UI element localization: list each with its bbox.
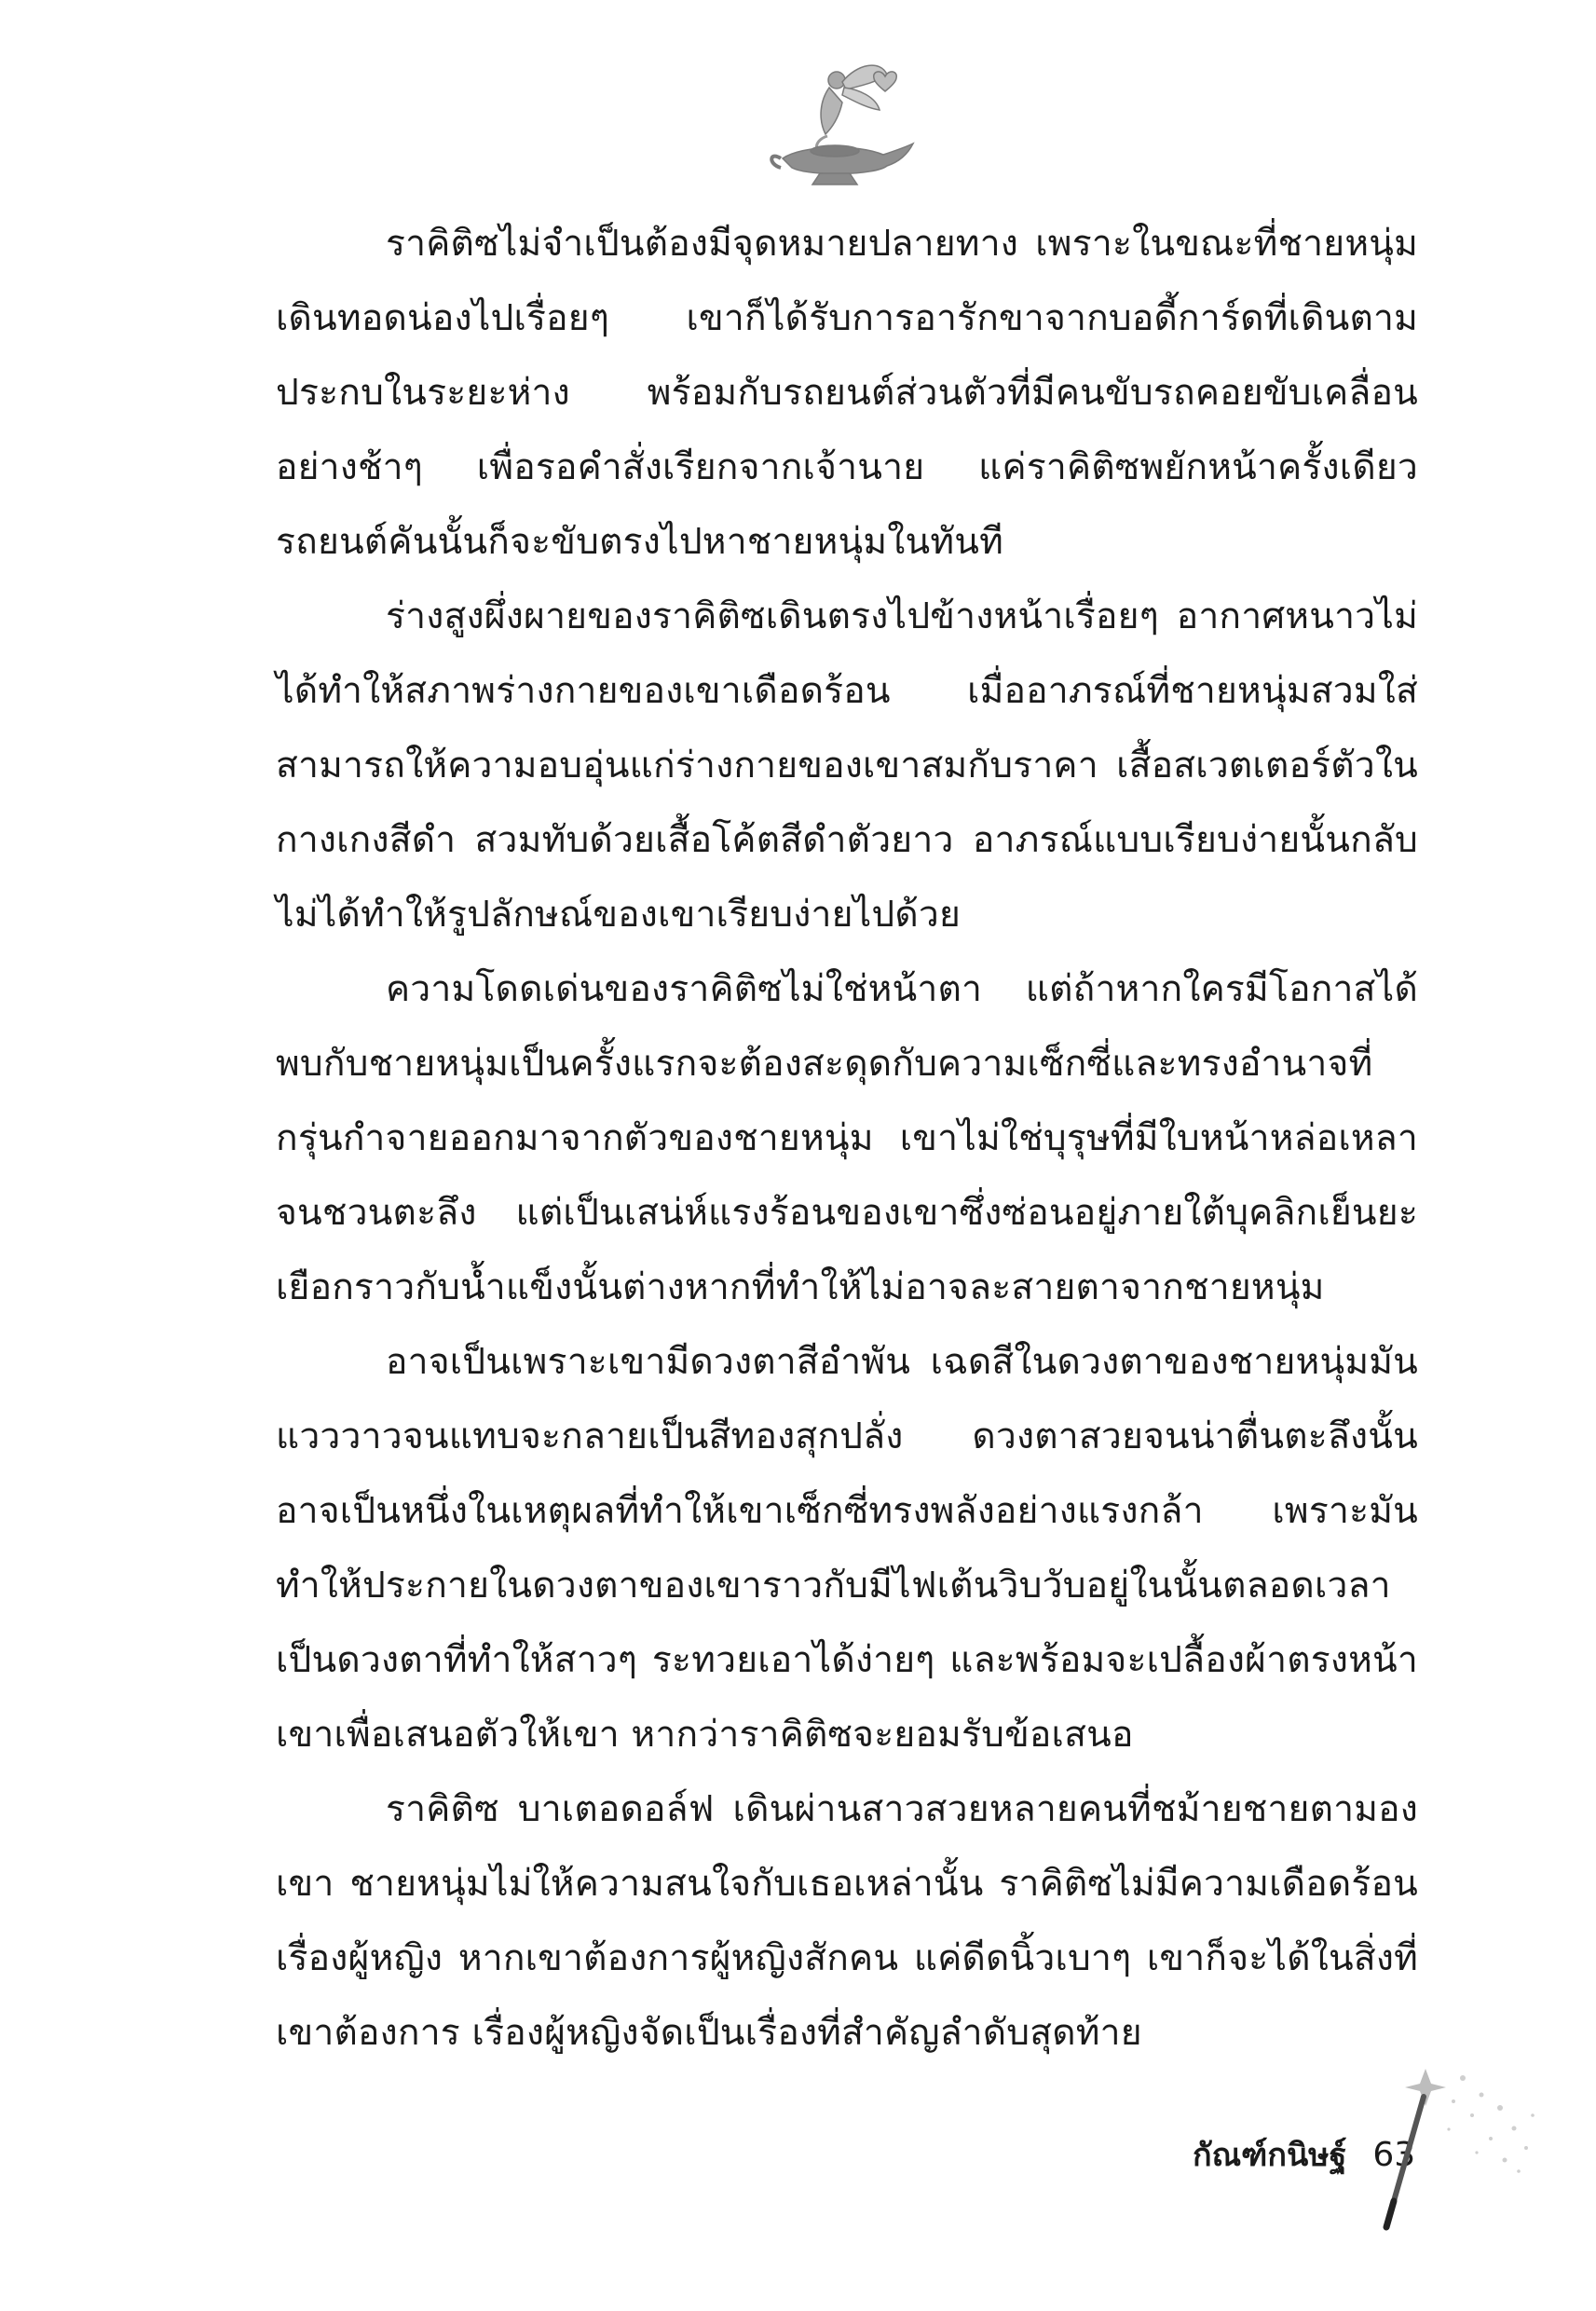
body-text (276, 207, 1418, 2071)
magic-wand-icon (1360, 2050, 1547, 2236)
book-title: กัณฑ์กนิษฐ์ (1193, 2137, 1347, 2174)
page-number: 63 (1372, 2136, 1416, 2174)
paragraph: ราคิติซ บาเตอดอล์ฟ เดินผ่านสาวสวยหลายคนที่ชม้ายชายตามองเขา ชายหนุ่มไม่ให้ความสนใจกับเธอเหล่านั้น ราคิติซไม่มีความเดือดร้อนเรื่องผู้หญิง หากเขาต้องการผู้หญิงสักคน แค่ดีดนิ้วเบาๆ เขาก็จะได้ในสิ่งที่เขาต้องการ เรื่องผู้หญิงจัดเป็นเรื่องที่สำคัญลำดับสุดท้าย (276, 1788, 1418, 2054)
paragraph: อาจเป็นเพราะเขามีดวงตาสีอำพัน เฉดสีในดวงตาของชายหนุ่มมันแวววาวจนแทบจะกลายเป็นสีทองสุกปลั่ง ดวงตาสวยจนน่าตื่นตะลึงนั้นอาจเป็นหนึ่งในเหตุผลที่ทำให้เขาเซ็กซี่ทรงพลังอย่างแรงกล้า เพราะมันทำให้ประกายในดวงตาของเขาราวกับมีไฟเต้นวิบวับอยู่ในนั้นตลอดเวลา เป็นดวงตาที่ทำให้สาวๆ ระทวยเอาได้ง่ายๆ และพร้อมจะเปลื้องผ้าตรงหน้าเขาเพื่อเสนอตัวให้เขา หากว่าราคิติซจะยอมรับข้อเสนอ (276, 1341, 1418, 1756)
paragraph: ความโดดเด่นของราคิติซไม่ใช่หน้าตา แต่ถ้าหากใครมีโอกาสได้พบกับชายหนุ่มเป็นครั้งแรกจะต้องสะดุดกับความเซ็กซี่และทรงอำนาจที่กรุ่นกำจายออกมาจากตัวของชายหนุ่ม เขาไม่ใช่บุรุษที่มีใบหน้าหล่อเหลาจนชวนตะลึง แต่เป็นเสน่ห์แรงร้อนของเขาซึ่งซ่อนอยู่ภายใต้บุคลิกเย็นยะเยือกราวกับน้ำแข็งนั้นต่างหากที่ทำให้ไม่อาจละสายตาจากชายหนุ่ม (276, 968, 1418, 1308)
genie-lamp-fairy-icon (764, 54, 922, 194)
paragraph: ราคิติซไม่จำเป็นต้องมีจุดหมายปลายทาง เพราะในขณะที่ชายหนุ่มเดินทอดน่องไปเรื่อยๆ เขาก็ได้รับการอารักขาจากบอดี้การ์ดที่เดินตามประกบในระยะห่าง พร้อมกับรถยนต์ส่วนตัวที่มีคนขับรถคอยขับเคลื่อนอย่างช้าๆ เพื่อรอคำสั่งเรียกจากเจ้านาย แค่ราคิติซพยักหน้าครั้งเดียวรถยนต์คันนั้นก็จะขับตรงไปหาชายหนุ่มในทันที (276, 223, 1418, 563)
paragraph: ร่างสูงผึ่งผายของราคิติซเดินตรงไปข้างหน้าเรื่อยๆ อากาศหนาวไม่ได้ทำให้สภาพร่างกายของเขาเดือดร้อน เมื่ออาภรณ์ที่ชายหนุ่มสวมใส่สามารถให้ความอบอุ่นแก่ร่างกายของเขาสมกับราคา เสื้อสเวตเตอร์ตัวใน กางเกงสีดำ สวมทับด้วยเสื้อโค้ตสีดำตัวยาว อาภรณ์แบบเรียบง่ายนั้นกลับไม่ได้ทำให้รูปลักษณ์ของเขาเรียบง่ายไปด้วย (276, 595, 1418, 936)
